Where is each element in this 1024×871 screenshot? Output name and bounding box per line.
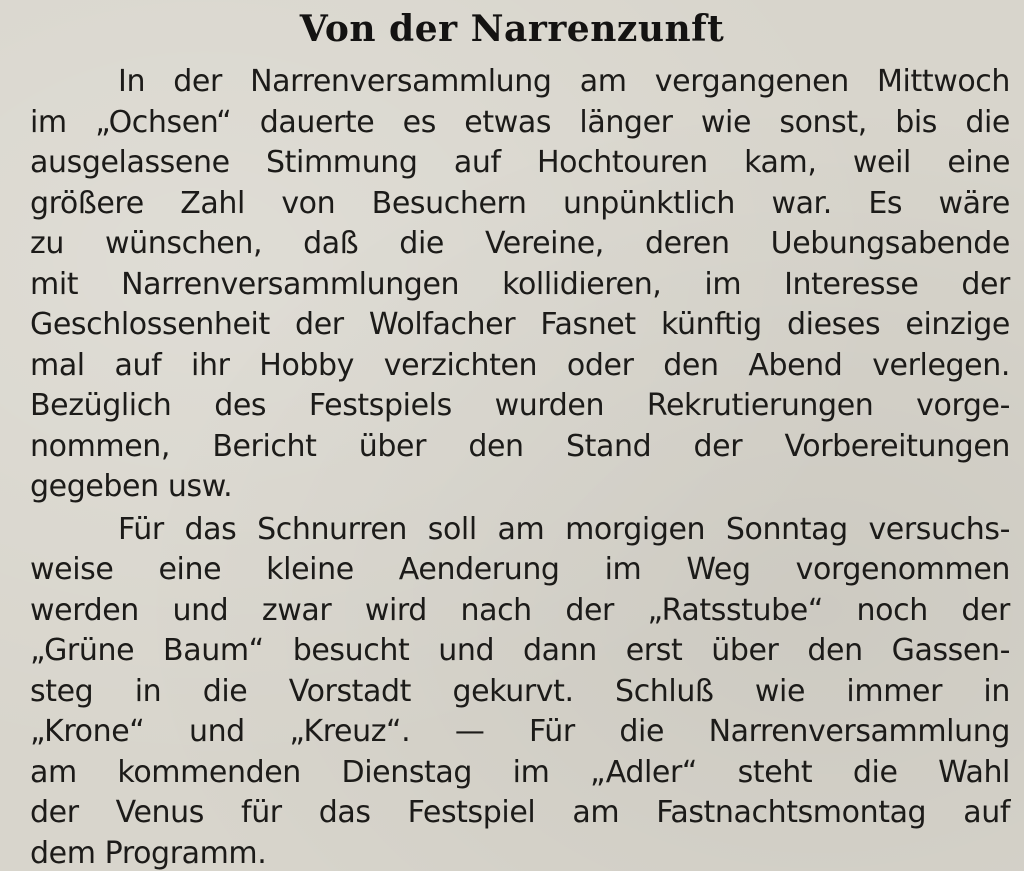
text-line: Geschlossenheit der Wolfacher Fasnet künftig dieses einzige [30,307,1010,342]
paragraph-2 [30,510,1010,871]
text-line: im „Ochsen“ dauerte es etwas länger wie sonst, bis die [30,104,1010,140]
text-line: dem Programm. [30,835,267,871]
text-line: nommen, Bericht über den Stand der Vorbereitungen [30,428,1010,464]
text-line: mit Narrenversammlungen kollidieren, im Interesse der [30,266,1010,302]
article-body [30,62,1010,871]
text-line: steg in die Vorstadt gekurvt. Schluß wie immer in [30,673,1010,709]
text-line: In der Narrenversammlung am vergangenen Mittwoch [118,64,1010,99]
text-line: größere Zahl von Besuchern unpünktlich war. Es wäre [30,185,1010,221]
text-line: am kommenden Dienstag im „Adler“ steht die Wahl [30,754,1010,790]
text-line: Bezüglich des Festspiels wurden Rekrutierungen vorge- [30,388,1010,423]
text-line: zu wünschen, daß die Vereine, deren Uebungsabende [30,226,1010,261]
text-line: „Krone“ und „Kreuz“. — Für die Narrenversammlung [30,714,1010,749]
paragraph-1 [30,62,1010,508]
text-line: Für das Schnurren soll am morgigen Sonntag versuchs- [118,511,1010,547]
article-headline: Von der Narrenzunft [299,8,725,50]
text-line: der Venus für das Festspiel am Fastnachtsmontag auf [30,795,1010,830]
text-line: „Grüne Baum“ besucht und dann erst über den Gassen- [30,633,1010,668]
text-line: weise eine kleine Aenderung im Weg vorgenommen [30,552,1010,587]
text-line: gegeben usw. [30,469,233,504]
text-line: ausgelassene Stimmung auf Hochtouren kam, weil eine [30,145,1010,180]
text-line: werden und zwar wird nach der „Ratsstube“ noch der [30,592,1010,628]
text-line: mal auf ihr Hobby verzichten oder den Abend verlegen. [30,347,1010,383]
